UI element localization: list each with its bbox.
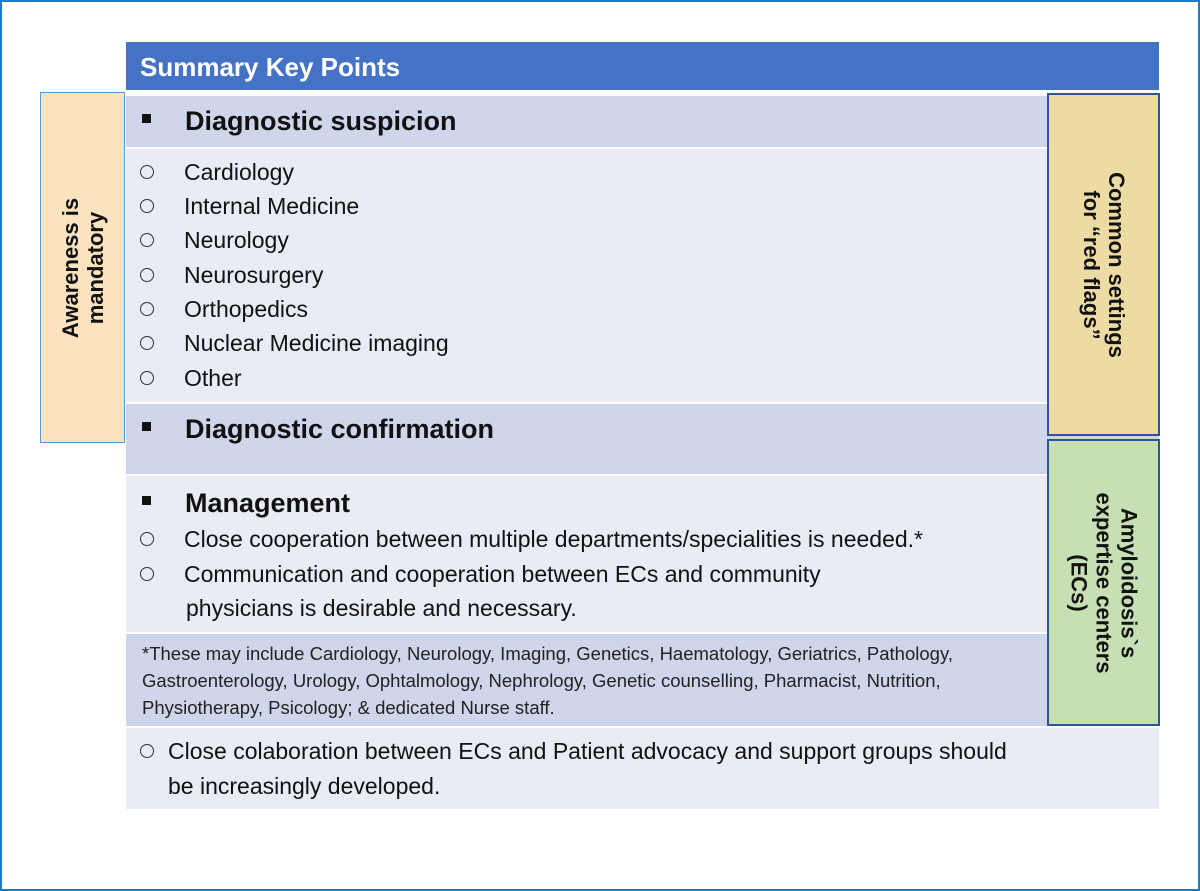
footnote-text: *These may include Cardiology, Neurology, Imaging, Genetics, Haematology, Geriatrics, Pathology, Gastroenterology, Urology, Ophtalmology, Nephrology, Genetic counselling, Pharmacist, Nutrition, Physiotherapy, Psicology; & dedicated Nurse staff.: [142, 643, 953, 718]
management-band: [126, 476, 1159, 632]
red-flags-settings-box: [1047, 93, 1160, 436]
square-bullet-icon: [142, 422, 151, 431]
list-item: Neurosurgery: [140, 262, 323, 289]
circle-bullet-icon: [140, 302, 154, 316]
list-item: Orthopedics: [140, 296, 308, 323]
square-bullet-icon: [142, 496, 151, 505]
circle-bullet-icon: [140, 233, 154, 247]
awareness-label-box: [40, 92, 125, 443]
collaboration-band: [126, 728, 1159, 809]
list-item: Communication and cooperation between ECs and community: [140, 561, 821, 588]
list-item: Neurology: [140, 227, 289, 254]
awareness-label: Awareness is mandatory: [57, 197, 108, 338]
list-item: Internal Medicine: [140, 193, 359, 220]
circle-bullet-icon: [140, 567, 154, 581]
suspicion-list: [126, 149, 1159, 402]
summary-title: Summary Key Points: [126, 42, 1159, 90]
list-item: Nuclear Medicine imaging: [140, 330, 449, 357]
circle-bullet-icon: [140, 165, 154, 179]
list-item: Close colaboration between ECs and Patient advocacy and support groups should: [140, 738, 1007, 765]
expertise-centers-box: [1047, 439, 1160, 726]
list-item-continuation: be increasingly developed.: [168, 773, 441, 799]
square-bullet-icon: [142, 114, 151, 123]
circle-bullet-icon: [140, 371, 154, 385]
circle-bullet-icon: [140, 199, 154, 213]
list-item: Other: [140, 365, 242, 392]
circle-bullet-icon: [140, 744, 154, 758]
circle-bullet-icon: [140, 532, 154, 546]
confirmation-band: [126, 404, 1159, 474]
expertise-centers-label: Amyloidosis`s expertise centers (ECs): [1066, 492, 1141, 673]
suspicion-heading: Diagnostic suspicion: [142, 106, 457, 137]
management-heading: Management: [142, 488, 350, 519]
suspicion-heading-band: [126, 96, 1159, 147]
footnote-band: [126, 634, 1159, 726]
red-flags-label: Common settings for “red flags”: [1078, 171, 1129, 358]
circle-bullet-icon: [140, 268, 154, 282]
circle-bullet-icon: [140, 336, 154, 350]
list-item: Cardiology: [140, 159, 294, 186]
confirmation-heading: Diagnostic confirmation: [142, 414, 494, 445]
list-item: Close cooperation between multiple departments/specialities is needed.*: [140, 526, 923, 553]
list-item-continuation: physicians is desirable and necessary.: [186, 595, 577, 621]
